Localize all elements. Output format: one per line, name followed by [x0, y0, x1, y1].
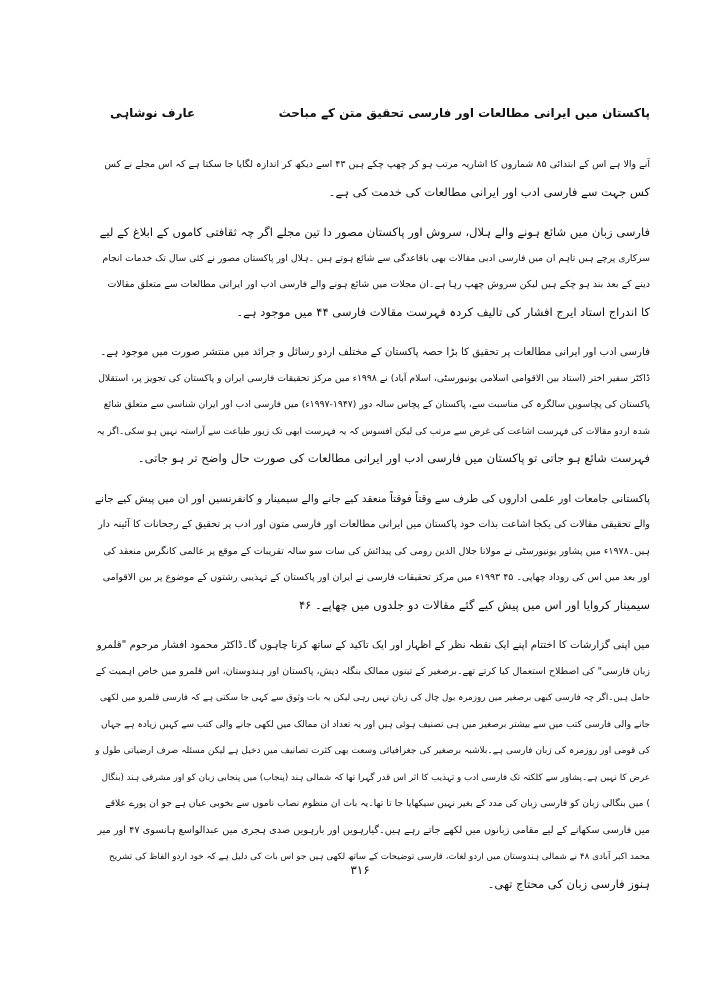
paragraph [95, 219, 650, 325]
text-line: اور بعد میں اس کی روداد چھاپی۔ ۴۵ ۱۹۹۳ء میں مرکز تحقیقات فارسی نے ایران اور پاکستان کے تہذیبی رشتوں کے موضوع پر بین الاقوامی [102, 572, 650, 583]
running-header [90, 106, 650, 130]
text-line: ڈاکٹر سفیر اختر (استاد بین الاقوامی اسلامی یونیورسٹی، اسلام آباد) نے ۱۹۹۸ء میں مرکز تحقیقات فارسی ایران و پاکستان کی تجویز پر، استقلال [98, 372, 650, 384]
paragraph [95, 486, 650, 619]
body-text [95, 152, 650, 911]
text-line: ہنوز فارسی زبان کی محتاج تھی۔ [487, 876, 650, 891]
text-line: عرض کا نہیں ہے۔پشاور سے کلکتہ تک فارسی ادب و تہذیب کا اثر اس قدر گہرا تھا کہ شمالی ہند (پنجاب) میں پنجابی زبان کو اور مشرقی ہند (بنگال [101, 772, 650, 783]
text-line: میں اپنی گزارشات کا اختتام اپنے ایک نقطہ نظر کے اظہار اور ایک تاکید کے ساتھ کرنا چاہوں گا۔ڈاکٹر محمود افشار مرحوم "قلمرو [96, 639, 650, 651]
text-line: ) میں بنگالی زبان کو فارسی زبان کی مدد کے بغیر نہیں سیکھایا جا تا تھا۔یہ بات ان منظوم نصاب ناموں سے بخوبی عیاں ہے جو ان پورے علاقے [105, 798, 650, 809]
text-line: کا اندراج استاد ایرج افشار کی تالیف کردہ فہرست مقالات فارسی ۴۴ میں موجود ہے۔ [236, 304, 650, 319]
text-line: حامل ہیں۔اگر چہ فارسی کبھی برصغیر میں روزمرہ بول چال کی زبان نہیں رہی لیکن یہ بات وثوق سے کہی جا سکتی ہے کہ فارسی قلمرو میں لکھی [99, 693, 650, 703]
paragraph [95, 632, 650, 897]
header-author: عارف نوشاہی [110, 106, 196, 120]
text-line: فہرست شائع ہو جاتی تو پاکستان میں فارسی ادب اور ایرانی مطالعات کی صورت حال واضح تر ہو جاتی۔ [137, 451, 650, 465]
text-line: فارسی ادب اور ایرانی مطالعات پر تحقیق کا بڑا حصہ پاکستان کے مختلف اردو رسائل و جرائد میں منتشر صورت میں موجود ہے۔ [100, 346, 650, 358]
page-number: ۳۱۶ [350, 863, 370, 877]
header-title: پاکستان میں ایرانی مطالعات اور فارسی تحقیق متن کے مباحث [278, 106, 650, 120]
text-line: آنے والا ہے اس کے ابتدائی ۸۵ شماروں کا اشاریہ مرتب ہو کر چھپ چکے ہیں ۴۳ اسے دیکھ کر اندازہ لگایا جا سکتا ہے کہ اس مجلے نے کس [104, 159, 650, 170]
text-line: پاکستانی جامعات اور علمی اداروں کی طرف سے وقتاً فوقتاً منعقد کیے جانے والے سیمینار و کانفرنسیں اور ان میں پیش کیے جانے [95, 492, 650, 505]
text-line: فارسی زبان میں شائع ہونے والے ہلال، سروش اور پاکستان مصور دا تین مجلے اگر چہ ثقافتی کاموں کے ابلاغ کے لیے [99, 225, 650, 239]
text-line: محمد اکبر آبادی ۴۸ نے شمالی ہندوستان میں اردو لغات، فارسی توضیحات کے ساتھ لکھی ہیں جو اس بات کی دلیل ہے کہ خود اردو الفاظ کی تشریح [109, 852, 650, 862]
text-line: سرکاری پرچے ہیں تاہم ان میں فارسی ادبی مقالات بھی باقاعدگی سے شائع ہوتے ہیں ۔ہلال اور پاکستان مصور نے کئی سال تک خدمات انجام [102, 252, 650, 264]
text-line: دینے کے بعد بند ہو چکے ہیں لیکن سروش چھپ رہا ہے۔ان مجلات میں شائع ہونے والے فارسی ادب اور ایرانی مطالعات سے متعلق مقالات [107, 279, 650, 290]
text-line: پاکستان کی پچاسویں سالگرہ کی مناسبت سے، پاکستان کے پچاس سالہ دور (۱۹۴۷-۱۹۹۷ء) میں فارسی ادب اور ایران شناسی سے متعلق شائع [103, 399, 650, 410]
paragraph [95, 152, 650, 205]
text-line: ہیں۔۱۹۷۸ء میں پشاور یونیورسٹی نے مولانا جلال الدین رومی کی پیدائش کی سات سو سالہ تقریبات کے موقع پر عالمی کانگرس منعقد کی [103, 545, 650, 557]
text-line: کس جہت سے فارسی ادب اور ایرانی مطالعات کی خدمت کی ہے۔ [328, 184, 650, 199]
text-line: والے تحقیقی مقالات کی یکجا اشاعت بذات خود پاکستان میں ایرانی مطالعات اور فارسی متون اور ادب پر تحقیق کے رجحانات کا آئینہ دار [98, 519, 650, 530]
text-line: سیمینار کروایا اور اس میں پیش کیے گئے مقالات دو جلدوں میں چھاپے۔ ۴۶ [299, 597, 650, 612]
text-line: میں فارسی سکھانے کے لیے مقامی زبانوں میں لکھے جاتے رہے ہیں۔گیارہویں اور بارہویں صدی ہجری میں عبدالواسع ہانسوی ۴۷ اور میر [97, 824, 650, 836]
text-line: زبان فارسی" کی اصطلاح استعمال کیا کرتے تھے۔برصغیر کے تینوں ممالک بنگلہ دیش، پاکستان اور ہندوستان، اس قلمرو میں خاص اہمیت کے [95, 665, 650, 677]
text-line: کی قومی اور روزمرہ کی زبان فارسی ہے۔بلاشبہ برصغیر کی جغرافیائی وسعت بھی کثرت تصانیف میں دخیل ہے لیکن مسئلہ صرف ارضیاتی طول و [95, 746, 650, 756]
text-line: جانے والی فارسی کتب میں سے بیشتر برصغیر میں ہی تصنیف ہوئی ہیں اور یہ تعداد ان ممالک میں لکھی جانے والی کتب سے کہیں زیادہ ہے جہاں [101, 719, 650, 730]
paragraph [95, 339, 650, 472]
text-line: شدہ اردو مقالات کی فہرست اشاعت کی غرض سے مرتب کی لیکن افسوس کہ یہ فہرست ابھی تک زیور طباعت سے آراستہ نہیں ہو سکی۔اگر یہ [96, 426, 650, 437]
